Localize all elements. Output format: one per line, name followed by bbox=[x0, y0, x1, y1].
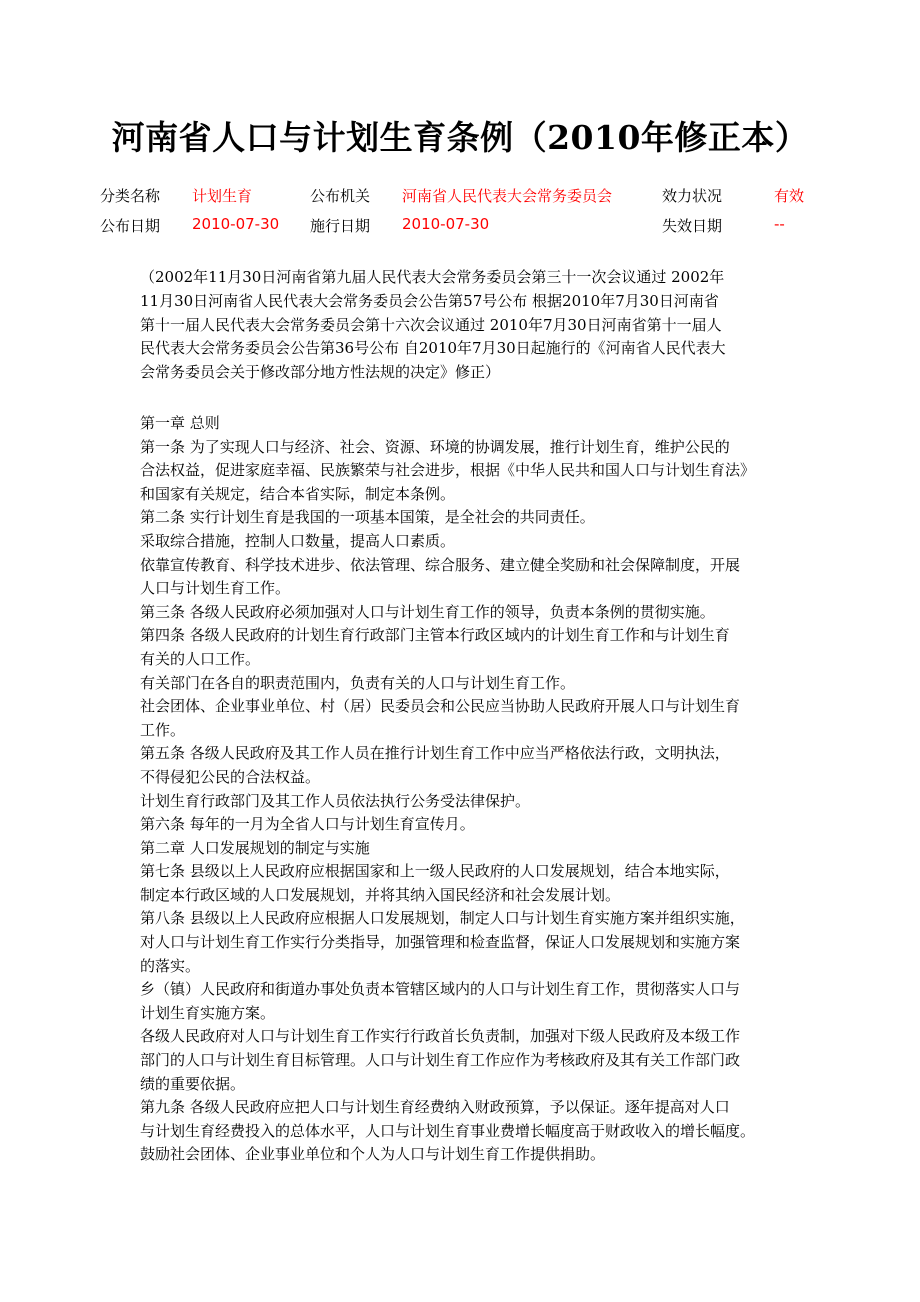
body-line: 绩的重要依据。 bbox=[140, 1074, 246, 1093]
category-label: 分类名称 bbox=[100, 187, 161, 205]
status-label: 效力状况 bbox=[662, 187, 723, 205]
body-line: 人口与计划生育工作。 bbox=[140, 579, 291, 598]
intro-line: 民代表大会常务委员会公告第36号公布 自2010年7月30日起施行的《河南省人民代表大 bbox=[140, 339, 726, 358]
body-line: 对人口与计划生育工作实行分类指导，加强管理和检查监督，保证人口发展规划和实施方案 bbox=[140, 933, 741, 952]
body-line: 第五条 各级人民政府及其工作人员在推行计划生育工作中应当严格依法行政，文明执法， bbox=[140, 744, 730, 763]
body-line: 乡（镇）人民政府和街道办事处负责本管辖区域内的人口与计划生育工作，贯彻落实人口与 bbox=[140, 980, 741, 999]
body-line: 第六条 每年的一月为全省人口与计划生育宣传月。 bbox=[140, 815, 475, 834]
document-body bbox=[140, 412, 800, 1167]
body-line: 有关的人口工作。 bbox=[140, 649, 261, 668]
intro-line: （2002年11月30日河南省第九届人民代表大会常务委员会第三十一次会议通过 2002年 bbox=[140, 268, 725, 286]
body-line: 第八条 县级以上人民政府应根据人口发展规划，制定人口与计划生育实施方案并组织实施， bbox=[140, 909, 745, 928]
body-line: 的落实。 bbox=[140, 956, 201, 975]
expiry-date-label: 失效日期 bbox=[662, 217, 723, 235]
category-value[interactable]: 计划生育 bbox=[192, 187, 253, 205]
body-line: 采取综合措施，控制人口数量，提高人口素质。 bbox=[140, 531, 456, 550]
legislative-history-note bbox=[140, 266, 795, 385]
effective-date-label: 施行日期 bbox=[310, 217, 371, 235]
intro-line: 第十一届人民代表大会常务委员会第十六次会议通过 2010年7月30日河南省第十一届人 bbox=[140, 315, 722, 334]
body-line: 第二章 人口发展规划的制定与实施 bbox=[140, 838, 370, 857]
expiry-date-value: -- bbox=[774, 215, 785, 233]
body-line: 计划生育行政部门及其工作人员依法执行公务受法律保护。 bbox=[140, 791, 531, 810]
body-line: 第四条 各级人民政府的计划生育行政部门主管本行政区域内的计划生育工作和与计划生育 bbox=[140, 626, 730, 645]
body-line: 第一章 总则 bbox=[140, 414, 220, 432]
intro-line: 会常务委员会关于修改部分地方性法规的决定》修正） bbox=[140, 363, 501, 382]
effective-date-value: 2010-07-30 bbox=[402, 215, 490, 233]
body-line: 有关部门在各自的职责范围内，负责有关的人口与计划生育工作。 bbox=[140, 673, 576, 692]
publish-date-label: 公布日期 bbox=[100, 217, 161, 235]
issuer-label: 公布机关 bbox=[310, 187, 371, 205]
page-title: 河南省人口与计划生育条例（2010年修正本） bbox=[111, 118, 809, 157]
body-line: 计划生育实施方案。 bbox=[140, 1003, 276, 1022]
intro-line: 11月30日河南省人民代表大会常务委员会公告第57号公布 根据2010年7月30日河南省 bbox=[140, 291, 719, 310]
body-line: 第九条 各级人民政府应把人口与计划生育经费纳入财政预算，予以保证。逐年提高对人口 bbox=[140, 1098, 730, 1117]
body-line: 依靠宣传教育、科学技术进步、依法管理、综合服务、建立健全奖励和社会保障制度，开展 bbox=[140, 555, 741, 574]
body-line: 部门的人口与计划生育目标管理。人口与计划生育工作应作为考核政府及其有关工作部门政 bbox=[140, 1051, 741, 1070]
issuer-value[interactable]: 河南省人民代表大会常务委员会 bbox=[402, 187, 613, 205]
body-line: 和国家有关规定，结合本省实际，制定本条例。 bbox=[140, 484, 456, 503]
body-line: 与计划生育经费投入的总体水平，人口与计划生育事业费增长幅度高于财政收入的增长幅度。 bbox=[140, 1121, 756, 1140]
body-line: 工作。 bbox=[140, 720, 186, 739]
publish-date-value: 2010-07-30 bbox=[192, 215, 280, 233]
body-line: 不得侵犯公民的合法权益。 bbox=[140, 767, 321, 786]
body-line: 鼓励社会团体、企业事业单位和个人为人口与计划生育工作提供捐助。 bbox=[140, 1145, 606, 1164]
body-line: 第一条 为了实现人口与经济、社会、资源、环境的协调发展，推行计划生育，维护公民的 bbox=[140, 437, 730, 456]
body-line: 各级人民政府对人口与计划生育工作实行行政首长负责制，加强对下级人民政府及本级工作 bbox=[140, 1027, 741, 1046]
body-line: 第七条 县级以上人民政府应根据国家和上一级人民政府的人口发展规划，结合本地实际， bbox=[140, 862, 730, 881]
body-line: 社会团体、企业事业单位、村（居）民委员会和公民应当协助人民政府开展人口与计划生育 bbox=[140, 697, 741, 716]
body-line: 合法权益，促进家庭幸福、民族繁荣与社会进步，根据《中华人民共和国人口与计划生育法》 bbox=[140, 461, 756, 480]
body-line: 制定本行政区域的人口发展规划，并将其纳入国民经济和社会发展计划。 bbox=[140, 885, 621, 904]
body-line: 第二条 实行计划生育是我国的一项基本国策，是全社会的共同责任。 bbox=[140, 508, 595, 527]
body-line: 第三条 各级人民政府必须加强对人口与计划生育工作的领导，负责本条例的贯彻实施。 bbox=[140, 602, 715, 621]
status-value: 有效 bbox=[774, 187, 805, 205]
